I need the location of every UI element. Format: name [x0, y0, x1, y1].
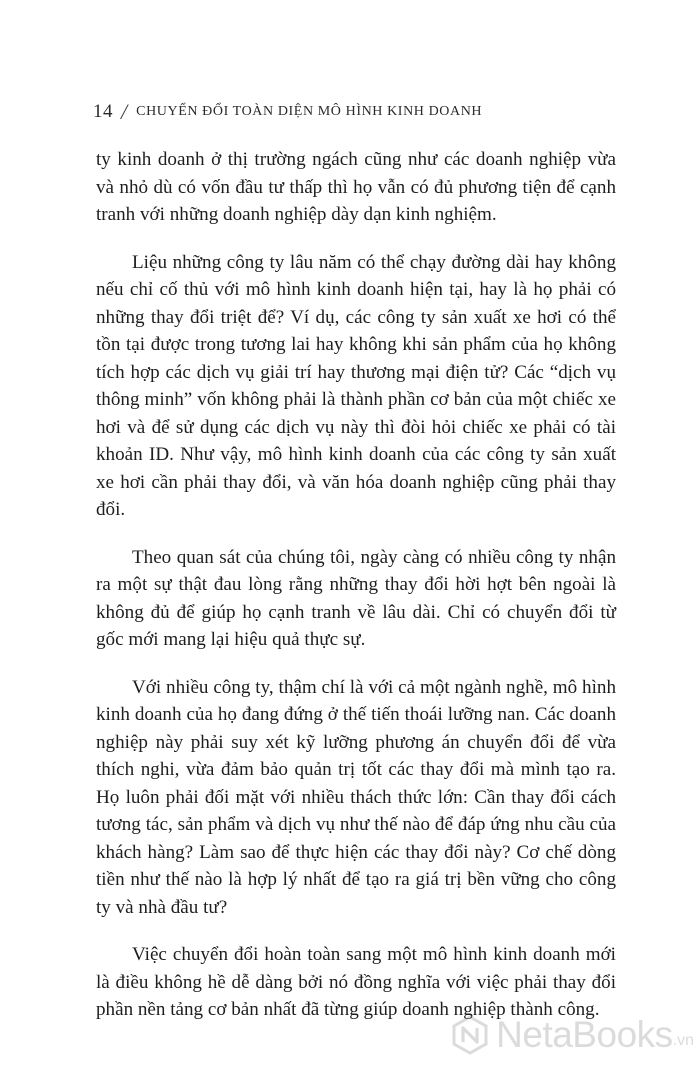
page-number: 14 [93, 101, 113, 122]
paragraph: Liệu những công ty lâu năm có thể chạy đường dài hay không nếu chỉ cố thủ với mô hình kinh doanh hiện tại, hay là họ phải có những thay đổi triệt để? Ví dụ, các công ty sản xuất xe hơi có thể tồn tại được trong tương lai hay không khi sản phẩm của họ không tích hợp các dịch vụ giải trí hay thương mại điện tử? Các “dịch vụ thông minh” vốn không phải là thành phần cơ bản của một chiếc xe hơi và để sử dụng các dịch vụ này thì đòi hỏi chiếc xe phải có tài khoản ID. Như vậy, mô hình kinh doanh của các công ty sản xuất xe hơi cần phải thay đổi, và văn hóa doanh nghiệp cũng phải thay đổi. [96, 251, 616, 520]
paragraph: Với nhiều công ty, thậm chí là với cả một ngành nghề, mô hình kinh doanh của họ đang đứng ở thế tiến thoái lưỡng nan. Các doanh nghiệp này phải suy xét kỹ lưỡng phương án chuyển đổi để vừa thích nghi, vừa đảm bảo quản trị tốt các thay đổi mà mình tạo ra. Họ luôn phải đối mặt với nhiều thách thức lớn: Cần thay đổi cách tương tác, sản phẩm và dịch vụ như thế nào để đáp ứng nhu cầu của khách hàng? Làm sao để thực hiện các thay đổi này? Cơ chế dòng tiền như thế nào là hợp lý nhất để tạo ra giá trị bền vững cho công ty và nhà đầu tư? [96, 676, 616, 918]
watermark-brand: NetaBooks [496, 1014, 673, 1055]
paragraph: Việc chuyển đổi hoàn toàn sang một mô hình kinh doanh mới là điều không hề dễ dàng bởi nó đồng nghĩa với việc phải thay đổi phần nền tảng cơ bản nhất đã từng giúp doanh nghiệp thành công. [96, 944, 616, 1020]
paragraph-continued: ty kinh doanh ở thị trường ngách cũng như các doanh nghiệp vừa và nhỏ dù có vốn đầu tư thấp thì họ vẫn có đủ phương tiện để cạnh tranh với những doanh nghiệp dày dạn kinh nghiệm. [96, 149, 616, 225]
watermark-suffix: .vn [672, 1032, 694, 1049]
running-header [93, 97, 613, 127]
netabooks-logo-icon [450, 1015, 490, 1055]
header-separator: / [121, 99, 128, 124]
netabooks-watermark [450, 1014, 694, 1056]
book-title: CHUYỂN ĐỔI TOÀN DIỆN MÔ HÌNH KINH DOANH [136, 104, 483, 119]
page-body [96, 146, 616, 1024]
paragraph: Theo quan sát của chúng tôi, ngày càng có nhiều công ty nhận ra một sự thật đau lòng rằng những thay đổi hời hợt bên ngoài là không đủ để giúp họ cạnh tranh về lâu dài. Chỉ có chuyển đổi từ gốc mới mang lại hiệu quả thực sự. [96, 546, 616, 650]
